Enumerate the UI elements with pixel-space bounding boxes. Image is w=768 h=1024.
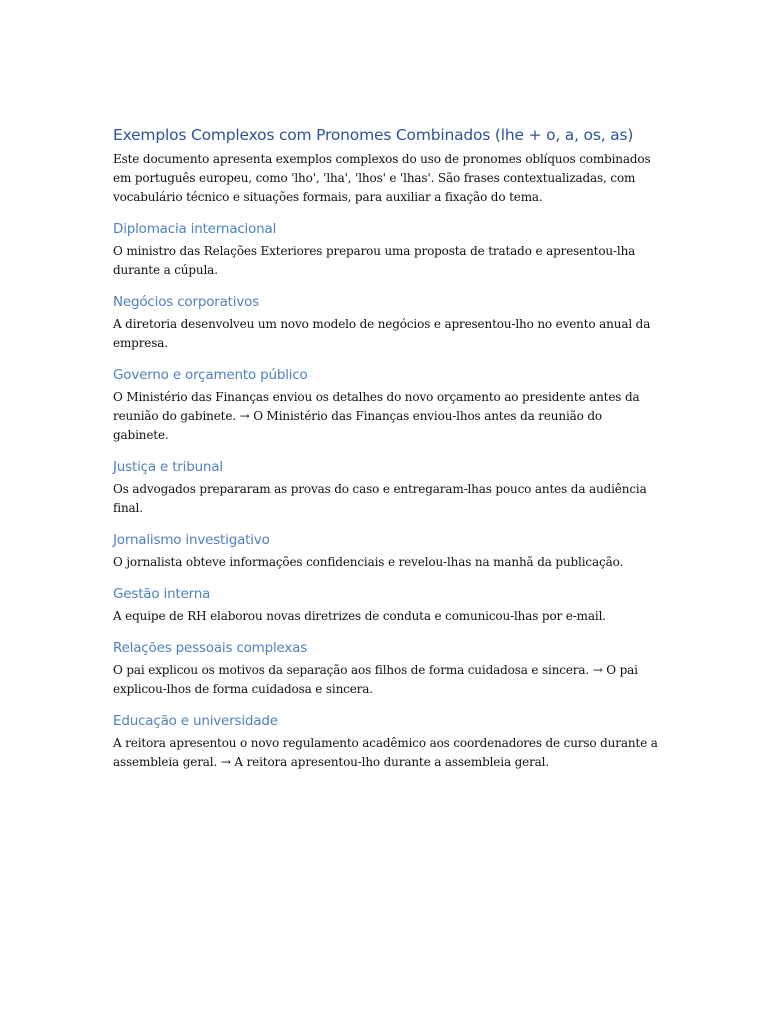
section-relacoes xyxy=(113,638,658,699)
section-heading: Relações pessoais complexas xyxy=(113,640,308,656)
section-negocios xyxy=(113,292,658,353)
section-heading: Educação e universidade xyxy=(113,713,278,729)
document-intro: Este documento apresenta exemplos complexos do uso de pronomes oblíquos combinados em português europeu, como 'lho', 'lha', 'lhos' e 'lhas'. São frases contextualizadas, com vocabulário técnico e situações formais, para auxiliar a fixação do tema. xyxy=(113,152,651,204)
section-jornalismo xyxy=(113,530,658,572)
document-page xyxy=(113,124,658,784)
section-body: A diretoria desenvolveu um novo modelo de negócios e apresentou-lho no evento anual da empresa. xyxy=(113,317,651,350)
section-heading: Negócios corporativos xyxy=(113,294,260,310)
section-heading: Gestão interna xyxy=(113,586,211,602)
section-educacao xyxy=(113,711,658,772)
section-body: A equipe de RH elaborou novas diretrizes de conduta e comunicou-lhas por e-mail. xyxy=(113,609,606,623)
section-body: O ministro das Relações Exteriores preparou uma proposta de tratado e apresentou-lha durante a cúpula. xyxy=(113,244,636,277)
section-heading: Diplomacia internacional xyxy=(113,221,277,237)
section-heading: Jornalismo investigativo xyxy=(113,532,270,548)
section-body: O Ministério das Finanças enviou os detalhes do novo orçamento ao presidente antes da reunião do gabinete. → O Ministério das Finanças enviou-lhos antes da reunião do gabinete. xyxy=(113,390,640,442)
section-justica xyxy=(113,457,658,518)
document-title: Exemplos Complexos com Pronomes Combinados (lhe + o, a, os, as) xyxy=(113,126,634,144)
section-gestao xyxy=(113,584,658,626)
section-governo xyxy=(113,365,658,445)
section-body: Os advogados prepararam as provas do caso e entregaram-lhas pouco antes da audiência final. xyxy=(113,482,647,515)
section-heading: Justiça e tribunal xyxy=(113,459,223,475)
section-diplomacia xyxy=(113,219,658,280)
section-body: O jornalista obteve informações confidenciais e revelou-lhas na manhã da publicação. xyxy=(113,555,624,569)
section-heading: Governo e orçamento público xyxy=(113,367,308,383)
section-body: O pai explicou os motivos da separação aos filhos de forma cuidadosa e sincera. → O pai explicou-lhos de forma cuidadosa e sincera. xyxy=(113,663,638,696)
section-body: A reitora apresentou o novo regulamento acadêmico aos coordenadores de curso durante a assembleia geral. → A reitora apresentou-lho durante a assembleia geral. xyxy=(113,736,658,769)
